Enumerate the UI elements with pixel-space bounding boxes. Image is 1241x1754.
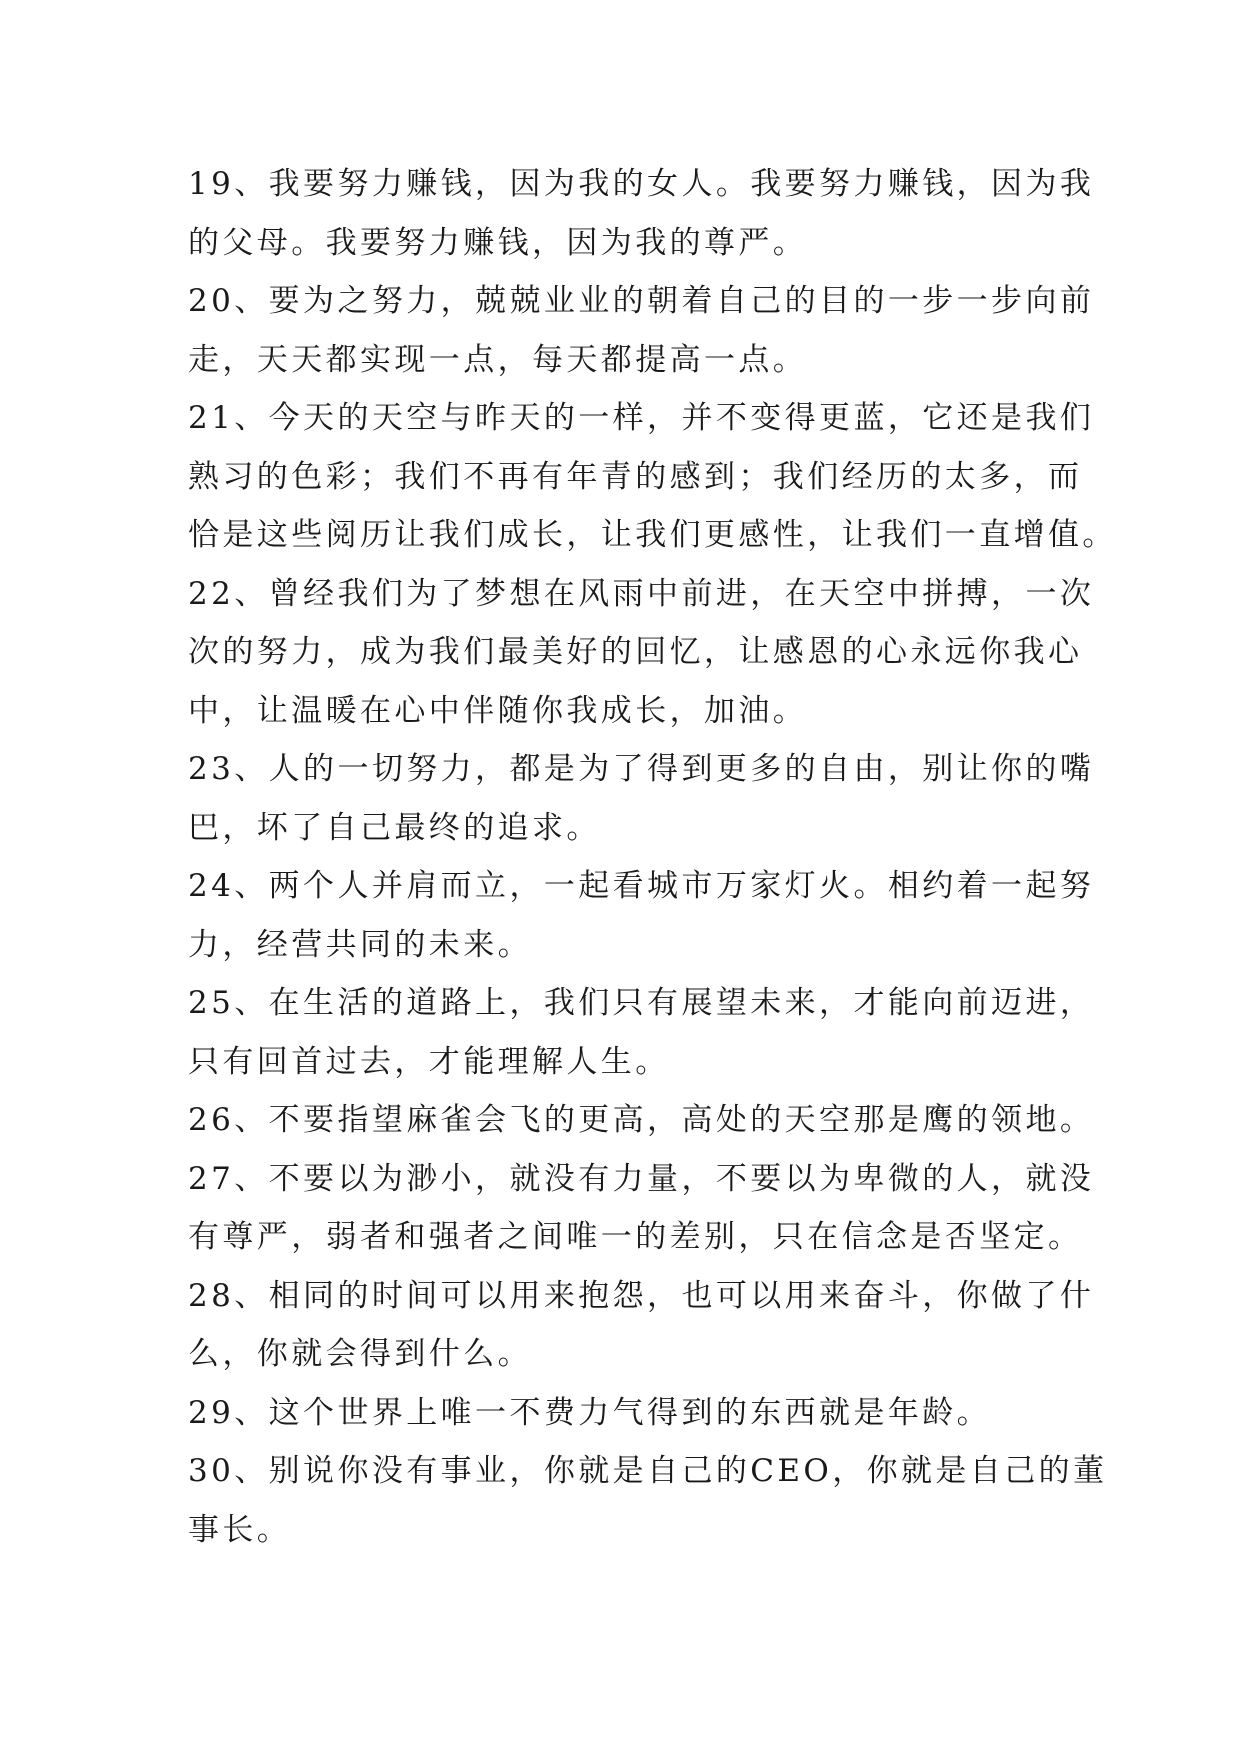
text-line: 恰是这些阅历让我们成长，让我们更感性，让我们一直增值。	[188, 517, 1117, 553]
text-line: 25、在生活的道路上，我们只有展望未来，才能向前迈进，	[188, 985, 1095, 1021]
text-line: 27、不要以为渺小，就没有力量，不要以为卑微的人，就没	[188, 1160, 1095, 1197]
text-line: 么，你就会得到什么。	[188, 1336, 532, 1372]
text-line: 中，让温暖在心中伴随你我成长，加油。	[188, 692, 808, 729]
text-line: 21、今天的天空与昨天的一样，并不变得更蓝，它还是我们	[188, 400, 1095, 436]
text-line: 23、人的一切努力，都是为了得到更多的自由，别让你的嘴	[188, 751, 1095, 787]
text-line: 力，经营共同的未来。	[188, 926, 532, 963]
text-line: 巴，坏了自己最终的追求。	[188, 809, 601, 846]
text-line: 19、我要努力赚钱，因为我的女人。我要努力赚钱，因为我	[188, 166, 1095, 202]
text-line: 走，天天都实现一点，每天都提高一点。	[188, 341, 808, 378]
text-line: 29、这个世界上唯一不费力气得到的东西就是年龄。	[188, 1394, 992, 1431]
text-line: 30、别说你没有事业，你就是自己的CEO，你就是自己的董	[188, 1453, 1108, 1489]
text-line: 24、两个人并肩而立，一起看城市万家灯火。相约着一起努	[188, 868, 1095, 904]
text-line: 只有回首过去，才能理解人生。	[188, 1043, 670, 1080]
text-line: 28、相同的时间可以用来抱怨，也可以用来奋斗，你做了什	[188, 1277, 1095, 1314]
text-line: 事长。	[188, 1511, 292, 1548]
text-line: 有尊严，弱者和强者之间唯一的差别，只在信念是否坚定。	[188, 1219, 1083, 1255]
document-body	[188, 155, 1117, 1559]
text-line: 22、曾经我们为了梦想在风雨中前进，在天空中拼搏，一次	[188, 575, 1095, 612]
text-line: 的父母。我要努力赚钱，因为我的尊严。	[188, 224, 808, 261]
text-line: 熟习的色彩；我们不再有年青的感到；我们经历的太多，而	[188, 458, 1083, 495]
text-line: 20、要为之努力，兢兢业业的朝着自己的目的一步一步向前	[188, 283, 1095, 319]
text-line: 26、不要指望麻雀会飞的更高，高处的天空那是鹰的领地。	[188, 1102, 1095, 1138]
text-line: 次的努力，成为我们最美好的回忆，让感恩的心永远你我心	[188, 634, 1083, 670]
